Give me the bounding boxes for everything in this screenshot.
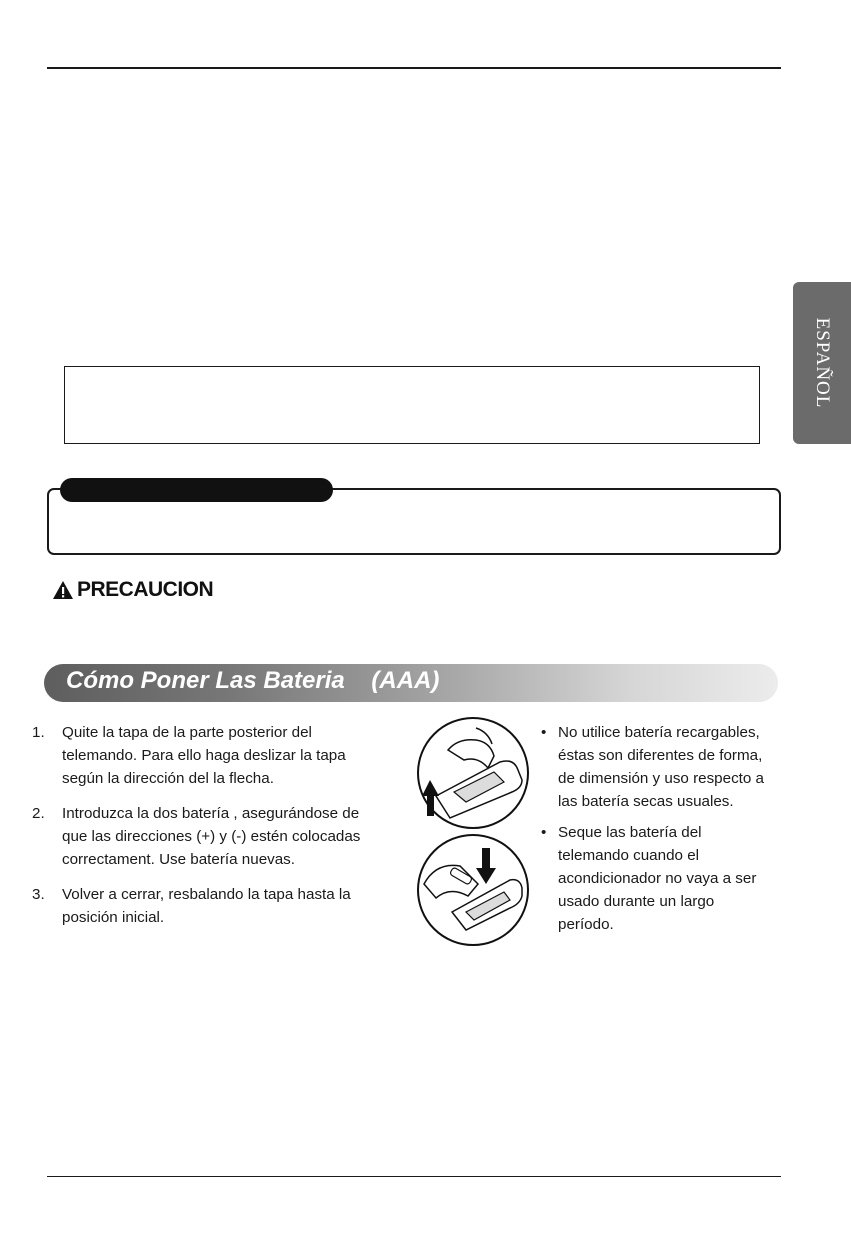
caution-label: PRECAUCION: [77, 578, 214, 601]
step-number: 3.: [32, 886, 45, 903]
battery-section-title: Cómo Poner Las Bateria (AAA): [66, 667, 440, 694]
caution-heading: [52, 578, 213, 602]
bullet-mark: •: [541, 824, 547, 841]
battery-steps: [32, 721, 397, 941]
battery-notes: [541, 721, 811, 944]
step-text: Introduzca la dos batería , asegurándose de que las direcciones (+) y (-) estén colocadas correctament. Use batería nuevas.: [62, 805, 361, 868]
battery-section-header: [44, 664, 778, 702]
note-text: No utilice batería recargables, éstas son diferentes de forma, de dimensión y uso respecto a las batería secas usuales.: [558, 724, 764, 810]
battery-cover-illustration: [414, 716, 532, 948]
note-item: [541, 821, 811, 936]
step-number: 1.: [32, 724, 45, 741]
note-item: [541, 721, 811, 813]
empty-info-box: [64, 366, 760, 444]
note-header-pill: [60, 478, 333, 502]
step-item: [32, 802, 397, 871]
step-number: 2.: [32, 805, 45, 822]
step-item: [32, 721, 397, 790]
step-item: [32, 883, 397, 929]
bottom-rule: [47, 1176, 781, 1177]
remove-cover-image: [418, 718, 528, 828]
insert-batteries-image: [418, 835, 528, 945]
bullet-mark: •: [541, 724, 547, 741]
warning-icon: [52, 580, 74, 600]
step-text: Volver a cerrar, resbalando la tapa hasta la posición inicial.: [62, 886, 351, 926]
language-tab: [793, 282, 851, 444]
top-rule: [47, 67, 781, 69]
step-text: Quite la tapa de la parte posterior del telemando. Para ello haga deslizar la tapa según la dirección del la flecha.: [62, 724, 346, 787]
language-tab-label: ESPAÑOL: [812, 317, 833, 409]
note-text: Seque las batería del telemando cuando el acondicionador no vaya a ser usado durante un largo período.: [558, 824, 757, 933]
